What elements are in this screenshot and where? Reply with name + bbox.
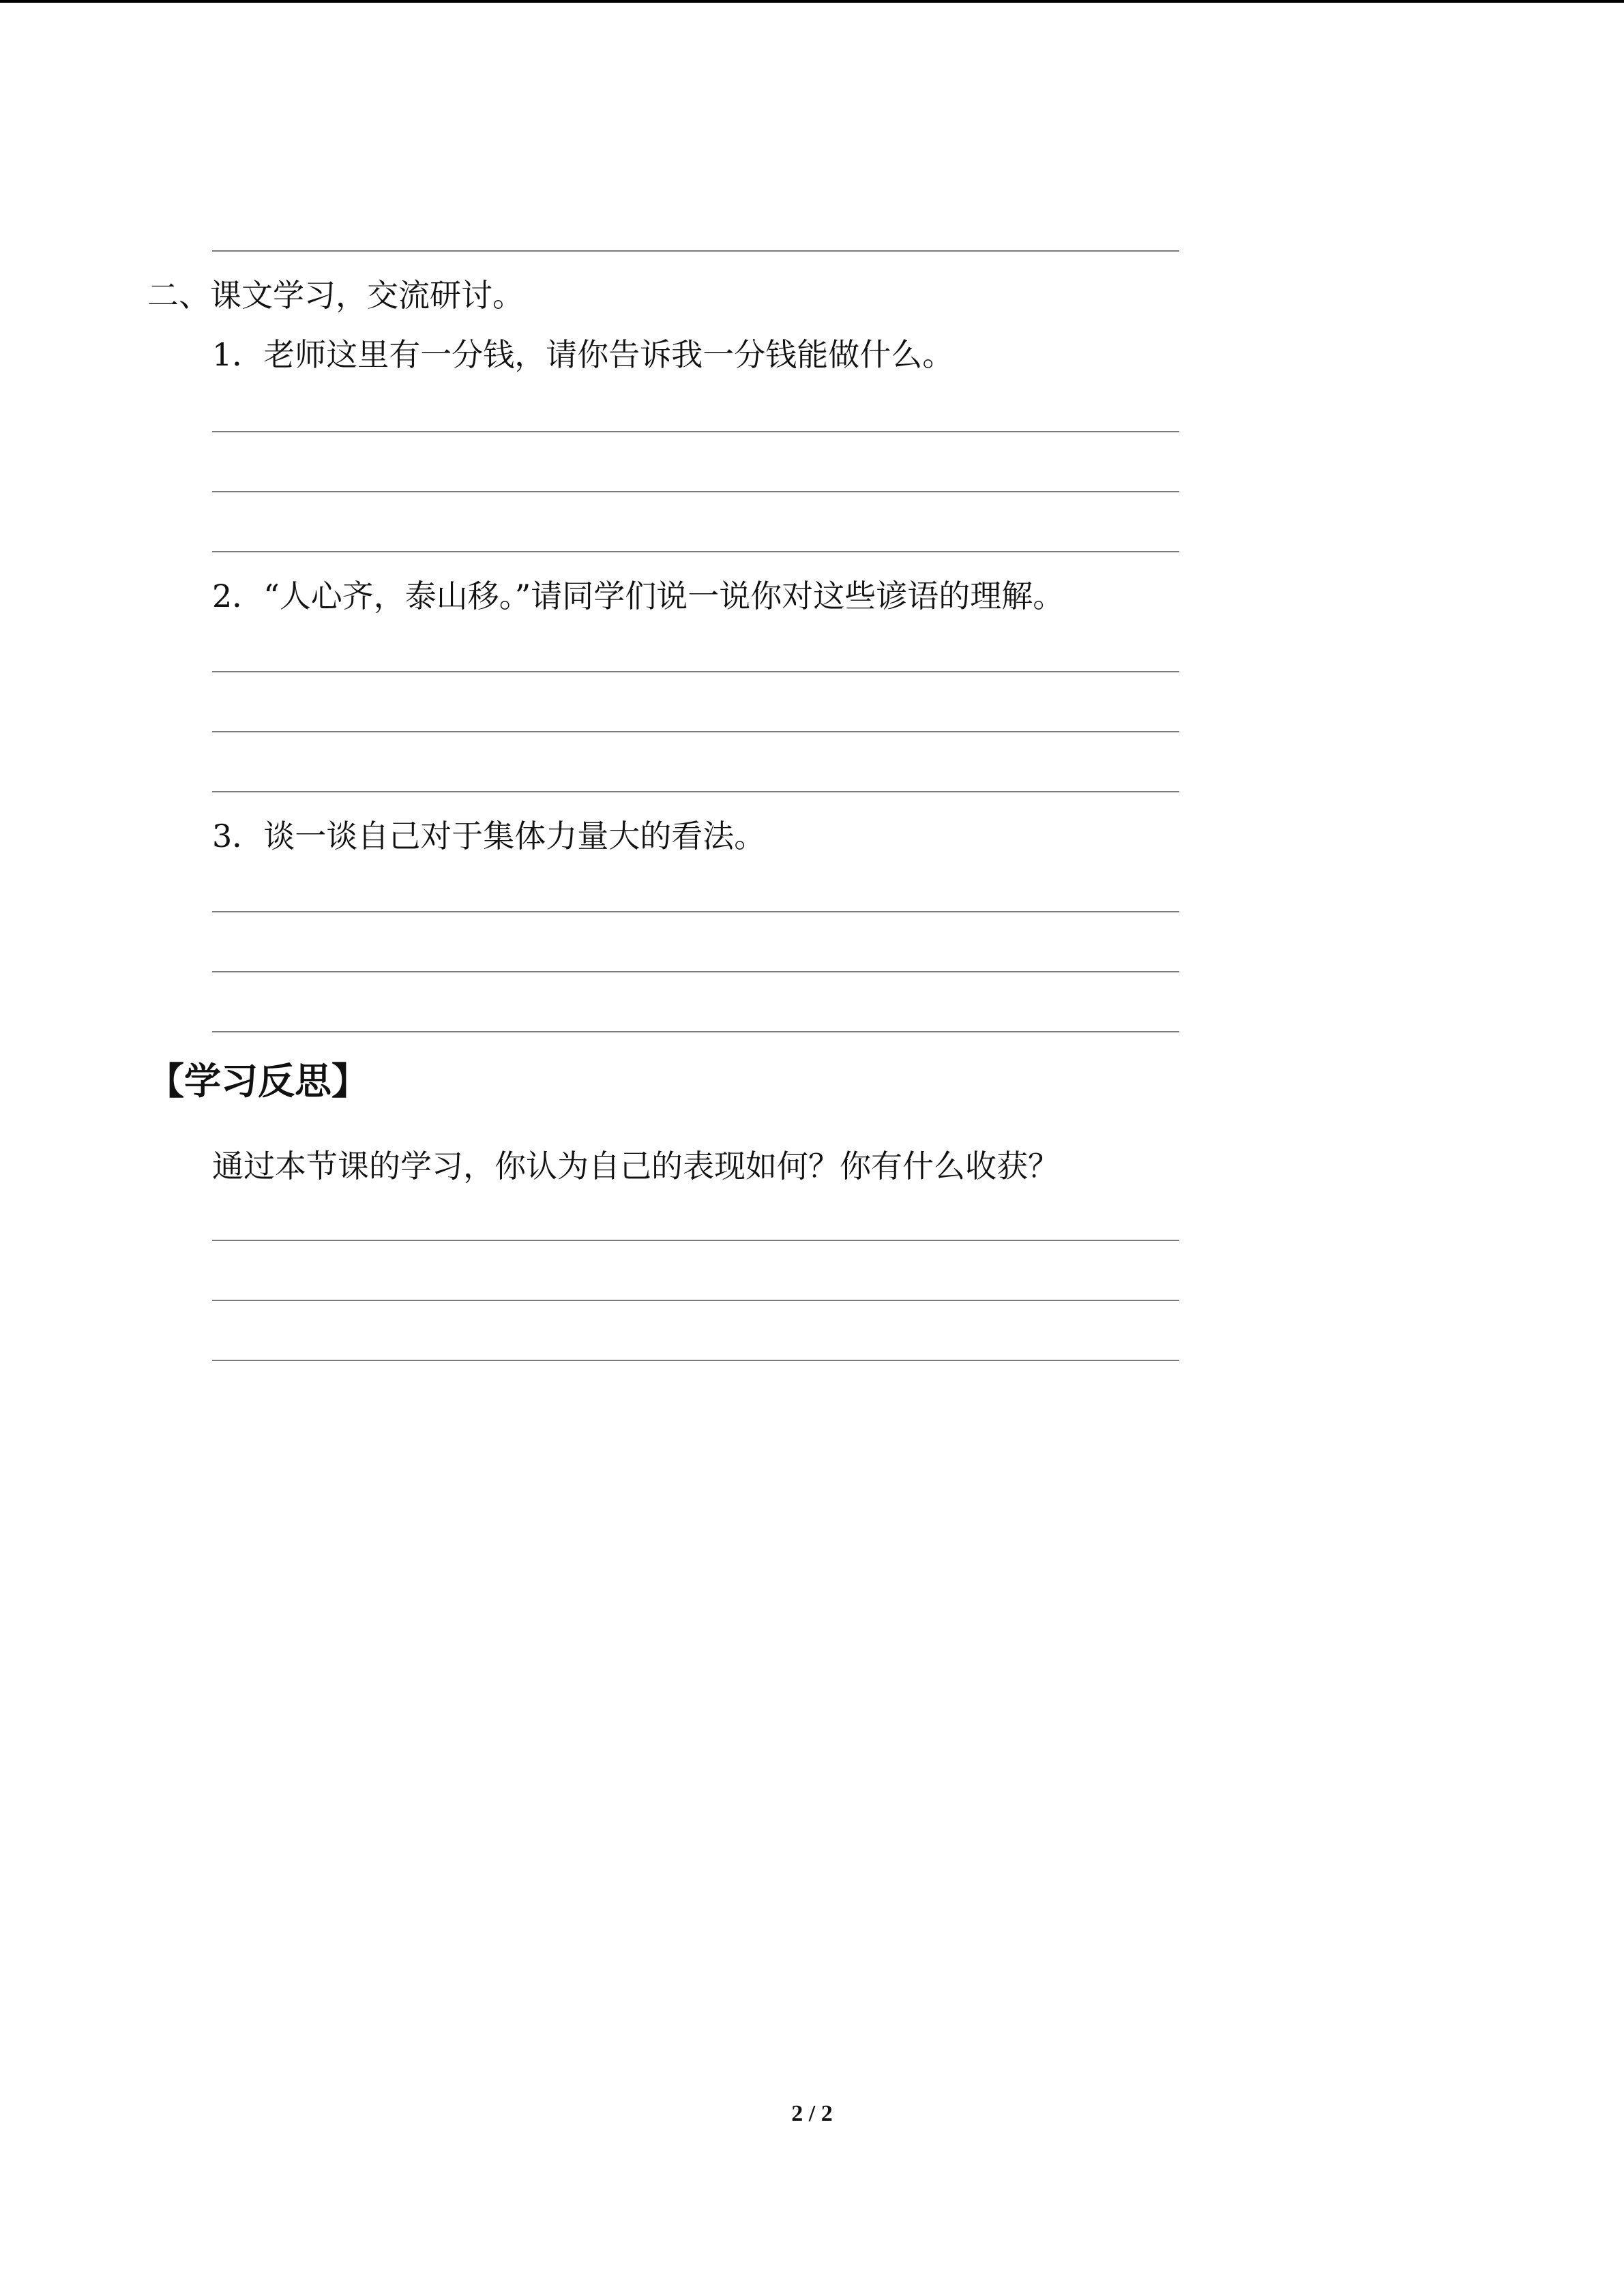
reflection-prompt: 通过本节课的学习，你认为自己的表现如何？你有什么收获？ [212,1148,1059,1184]
answer-line[interactable] [212,671,1179,672]
answer-line[interactable] [212,1031,1179,1032]
answer-line[interactable] [212,1300,1179,1301]
page-number: 2 / 2 [791,2101,833,2126]
answer-line[interactable] [212,491,1179,492]
question-2: 2．“人心齐，泰山移。”请同学们说一说你对这些谚语的理解。 [212,578,1065,614]
section-title: 二、课文学习，交流研讨。 [147,277,524,314]
answer-line[interactable] [212,731,1179,732]
question-3: 3．谈一谈自己对于集体力量大的看法。 [212,818,766,854]
answer-line[interactable] [212,791,1179,792]
answer-line[interactable] [212,971,1179,972]
question-1: 1．老师这里有一分钱，请你告诉我一分钱能做什么。 [212,336,954,373]
answer-line[interactable] [212,1240,1179,1241]
answer-line[interactable] [212,911,1179,912]
answer-line[interactable] [212,431,1179,432]
answer-line [212,250,1179,252]
answer-line[interactable] [212,551,1179,552]
answer-line[interactable] [212,1360,1179,1361]
page-top-border [0,0,1624,3]
reflection-heading: 【学习反思】 [147,1060,368,1103]
